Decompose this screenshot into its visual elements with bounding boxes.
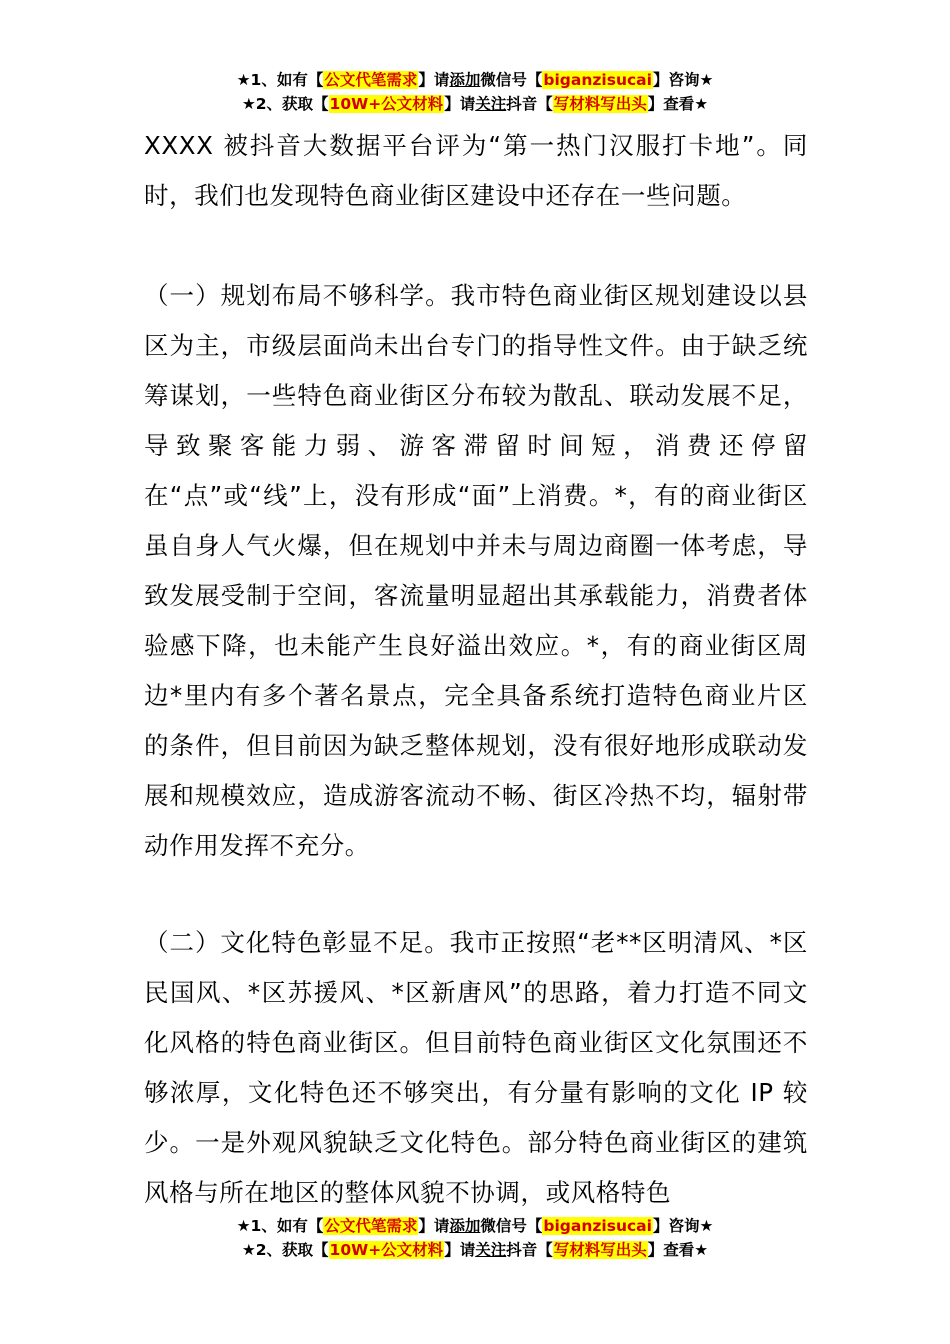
highlight-materials: 10W+公文材料: [329, 1241, 444, 1259]
highlight-wechat-id: biganzisucai: [543, 71, 652, 89]
section-2-paragraph: [144, 918, 808, 1218]
banner-text: 】请: [418, 1217, 450, 1235]
highlight-douyin-account: 写材料写出头: [553, 95, 647, 113]
banner-emphasis: 关注: [475, 95, 507, 113]
banner-line-1: [0, 68, 950, 92]
banner-text: ★1、如有【: [236, 71, 324, 89]
banner-line-1: [0, 1214, 950, 1238]
banner-text: 】查看★: [647, 1241, 709, 1259]
banner-emphasis: 关注: [475, 1241, 507, 1259]
banner-text: 】请: [444, 95, 476, 113]
paragraph-text: （二）文化特色彰显不足。我市正按照“老**区明清风、*区民国风、*区苏援风、*区新唐风”的思路，着力打造不同文化风格的特色商业街区。但目前特色商业街区文化氛围还不够浓厚，文化特色还不够突出，有分量有影响的文化 IP 较少。一是外观风貌缺乏文化特色。部分特色商业街区的建筑风格与所在地区的整体风貌不协调，或风格特色: [144, 928, 808, 1207]
banner-text: ★2、获取【: [241, 1241, 329, 1259]
banner-text: ★2、获取【: [241, 95, 329, 113]
highlight-service: 公文代笔需求: [324, 1217, 418, 1235]
highlight-douyin-account: 写材料写出头: [553, 1241, 647, 1259]
banner-line-2: [0, 92, 950, 116]
banner-text: 】请: [418, 71, 450, 89]
banner-emphasis: 添加: [449, 1217, 481, 1235]
banner-text: 抖音【: [506, 95, 553, 113]
intro-paragraph: [144, 121, 808, 221]
paragraph-text: （一）规划布局不够科学。我市特色商业街区规划建设以县区为主，市级层面尚未出台专门的指导性文件。由于缺乏统筹谋划，一些特色商业街区分布较为散乱、联动发展不足，导致聚客能力弱、游客滞留时间短，消费还停留在“点”或“线”上，没有形成“面”上消费。*，有的商业街区虽自身人气火爆，但在规划中并未与周边商圈一体考虑，导致发展受制于空间，客流量明显超出其承载能力，消费者体验感下降，也未能产生良好溢出效应。*，有的商业街区周边*里内有多个著名景点，完全具备系统打造特色商业片区的条件，但目前因为缺乏整体规划，没有很好地形成联动发展和规模效应，造成游客流动不畅、街区冷热不均，辐射带动作用发挥不充分。: [144, 281, 808, 860]
banner-emphasis: 添加: [449, 71, 481, 89]
banner-text: 】查看★: [647, 95, 709, 113]
paragraph-text: XXXX 被抖音大数据平台评为“第一热门汉服打卡地”。同时，我们也发现特色商业街区建设中还存在一些问题。: [144, 131, 808, 210]
highlight-wechat-id: biganzisucai: [543, 1217, 652, 1235]
banner-text: 微信号【: [480, 1217, 543, 1235]
banner-line-2: [0, 1238, 950, 1262]
section-1-paragraph: [144, 271, 808, 871]
banner-text: 抖音【: [506, 1241, 553, 1259]
banner-text: ★1、如有【: [236, 1217, 324, 1235]
header-banner: [0, 68, 950, 116]
banner-text: 】咨询★: [652, 71, 714, 89]
highlight-materials: 10W+公文材料: [329, 95, 444, 113]
highlight-service: 公文代笔需求: [324, 71, 418, 89]
footer-banner: [0, 1214, 950, 1262]
banner-text: 】请: [444, 1241, 476, 1259]
banner-text: 】咨询★: [652, 1217, 714, 1235]
banner-text: 微信号【: [480, 71, 543, 89]
